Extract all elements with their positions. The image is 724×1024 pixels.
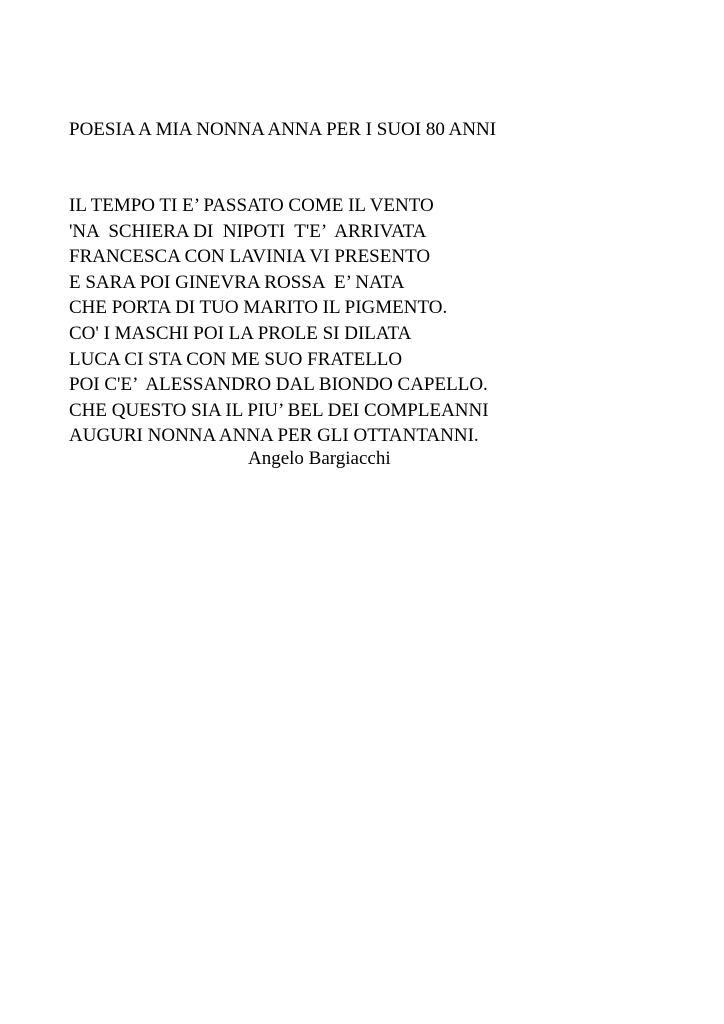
poem-line: IL TEMPO TI E’ PASSATO COME IL VENTO bbox=[69, 195, 434, 216]
author-signature: Angelo Bargiacchi bbox=[248, 448, 391, 469]
poem-body bbox=[69, 193, 489, 449]
poem-line: FRANCESCA CON LAVINIA VI PRESENTO bbox=[69, 246, 431, 268]
poem-line: CO' I MASCHI POI LA PROLE SI DILATA bbox=[69, 322, 412, 344]
poem-line: E SARA POI GINEVRA ROSSA E’ NATA bbox=[69, 271, 405, 293]
poem-title: POESIA A MIA NONNA ANNA PER I SUOI 80 ANNI bbox=[69, 119, 497, 140]
poem-line: 'NA SCHIERA DI NIPOTI T'E’ ARRIVATA bbox=[69, 220, 427, 242]
poem-line: POI C'E’ ALESSANDRO DAL BIONDO CAPELLO. bbox=[69, 374, 488, 396]
poem-line: CHE QUESTO SIA IL PIU’ BEL DEI COMPLEANNI bbox=[69, 399, 489, 421]
poem-line: LUCA CI STA CON ME SUO FRATELLO bbox=[69, 348, 403, 370]
poem-line: CHE PORTA DI TUO MARITO IL PIGMENTO. bbox=[69, 297, 448, 319]
poem-line: AUGURI NONNA ANNA PER GLI OTTANTANNI. bbox=[69, 425, 479, 447]
